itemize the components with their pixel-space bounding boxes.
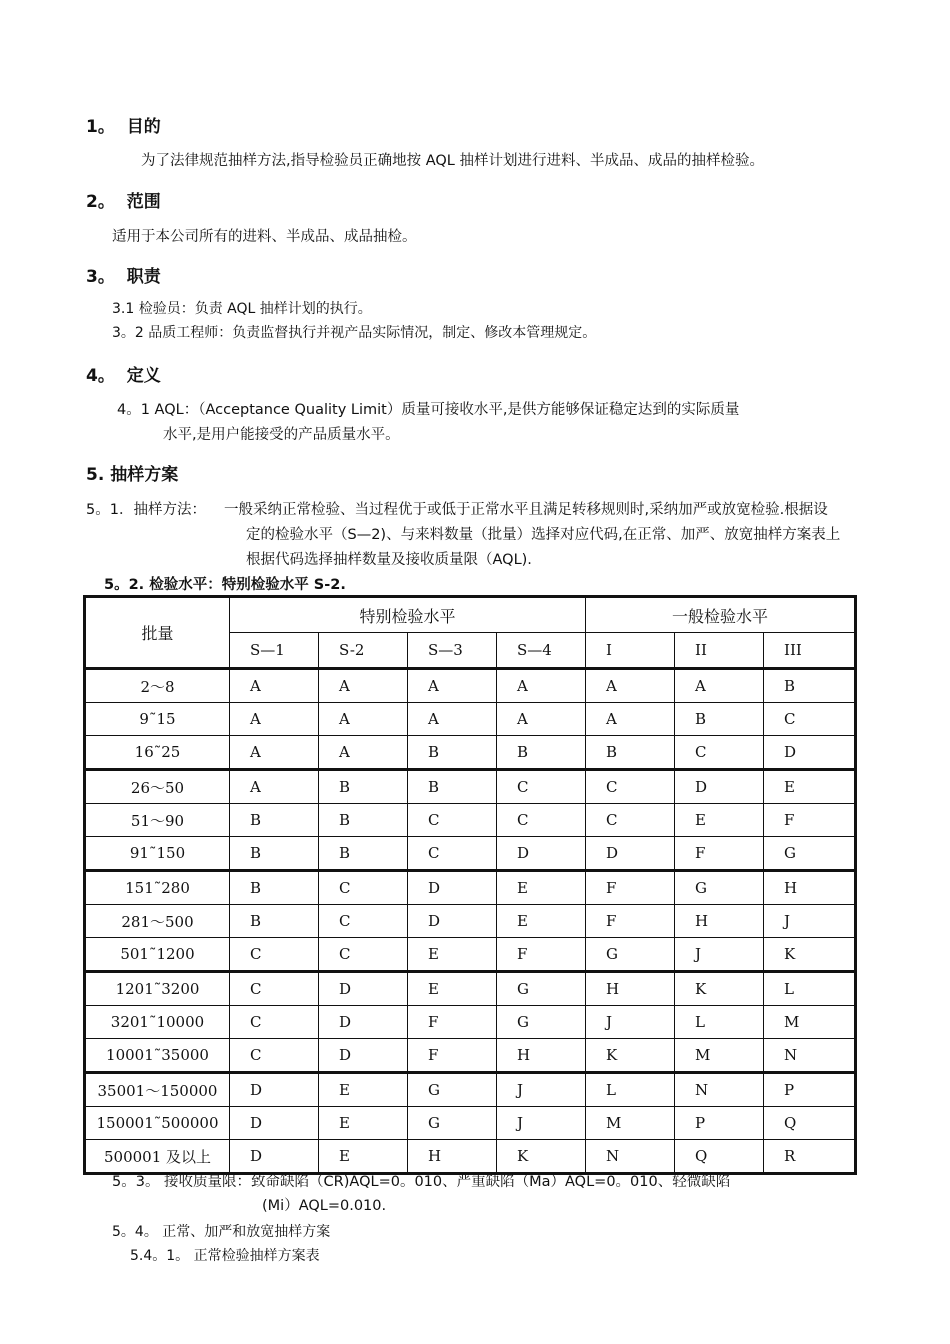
section-4-line-1: 4。1 AQL：（Acceptance Quality Limit）质量可接收水平,是供方能够保证稳定达到的实际质量 [117,402,740,418]
code-letter-cell: C [586,770,675,804]
table-row [85,1039,856,1073]
section-3-item-2: 3。2 品质工程师：负责监督执行并视产品实际情况，制定、修改本管理规定。 [112,325,597,341]
code-letter-cell: K [586,1039,675,1073]
code-letter-cell: M [675,1039,764,1073]
lot-size-cell: 16˜25 [85,736,230,770]
subheader-s4: S—4 [497,633,586,669]
code-letter-cell: F [408,1039,497,1073]
table-row [85,770,856,804]
code-letter-cell: A [230,770,319,804]
code-letter-cell: E [319,1107,408,1140]
code-letter-cell: B [764,669,856,703]
code-letter-cell: D [230,1140,319,1174]
code-letter-cell: L [586,1073,675,1107]
sample-size-code-table [83,595,857,1175]
lot-size-cell: 3201˜10000 [85,1006,230,1039]
code-letter-cell: N [764,1039,856,1073]
section-5-2: 5。2. 检验水平：特别检验水平 S-2. [104,577,346,593]
code-letter-cell: C [586,804,675,837]
lot-size-cell: 1201˜3200 [85,972,230,1006]
code-letter-cell: A [319,669,408,703]
section-3-item-1: 3.1 检验员：负责 AQL 抽样计划的执行。 [112,301,372,317]
code-letter-cell: B [230,871,319,905]
section-5-1-line-3: 根据代码选择抽样数量及接收质量限（AQL). [246,552,532,568]
code-letter-cell: C [675,736,764,770]
section-1-text: 为了法律规范抽样方法,指导检验员正确地按 AQL 抽样计划进行进料、半成品、成品的抽样检验。 [141,153,764,169]
subheader-s3: S—3 [408,633,497,669]
code-letter-cell: C [319,905,408,938]
code-letter-cell: D [230,1107,319,1140]
table-row [85,1073,856,1107]
code-letter-cell: C [230,1006,319,1039]
code-letter-cell: J [764,905,856,938]
lot-size-cell: 9˜15 [85,703,230,736]
table-row [85,1006,856,1039]
section-3-heading [86,262,161,287]
code-letter-cell: D [319,1039,408,1073]
code-letter-cell: D [319,1006,408,1039]
section-5-3-line-2: (Mi）AQL=0.010. [262,1198,387,1214]
special-level-header: 特别检验水平 [230,597,586,633]
table-row [85,1107,856,1140]
section-5-heading: 5. 抽样方案 [86,465,179,485]
code-letter-cell: A [497,703,586,736]
code-letter-cell: N [586,1140,675,1174]
code-letter-cell: C [230,938,319,972]
code-letter-cell: J [497,1107,586,1140]
table-header-row [85,597,856,633]
code-letter-cell: A [586,703,675,736]
lot-size-cell: 150001˜500000 [85,1107,230,1140]
lot-size-cell: 26～50 [85,770,230,804]
table-row [85,938,856,972]
code-letter-cell: A [230,669,319,703]
code-letter-cell: G [497,972,586,1006]
code-letter-cell: M [764,1006,856,1039]
code-letter-cell: N [675,1073,764,1107]
code-letter-cell: Q [675,1140,764,1174]
code-letter-cell: C [319,938,408,972]
code-letter-cell: H [408,1140,497,1174]
section-1-title: 目的 [126,117,161,137]
section-4-heading [86,361,161,386]
code-letter-cell: F [408,1006,497,1039]
section-1-number: 1。 [86,117,115,137]
code-letter-cell: A [319,703,408,736]
code-letter-cell: C [764,703,856,736]
section-2-heading [86,187,161,212]
code-letter-cell: G [675,871,764,905]
lot-size-cell: 2～8 [85,669,230,703]
subheader-s1: S—1 [230,633,319,669]
code-letter-cell: C [408,837,497,871]
code-letter-cell: B [230,804,319,837]
table-row [85,669,856,703]
code-letter-cell: C [497,770,586,804]
code-letter-cell: B [230,837,319,871]
general-level-header: 一般检验水平 [586,597,856,633]
section-1-heading [86,112,161,137]
code-letter-cell: M [586,1107,675,1140]
code-letter-cell: G [497,1006,586,1039]
subheader-s2: S-2 [319,633,408,669]
code-letter-cell: L [675,1006,764,1039]
code-letter-cell: A [586,669,675,703]
code-letter-cell: A [408,703,497,736]
section-5-1-line-1: 一般采纳正常检验、当过程优于或低于正常水平且满足转移规则时,采纳加严或放宽检验.根据设 [224,502,828,518]
code-letter-cell: D [497,837,586,871]
lot-size-header: 批量 [85,597,230,669]
section-4-title: 定义 [126,366,161,386]
code-letter-cell: B [497,736,586,770]
code-letter-cell: P [675,1107,764,1140]
code-letter-cell: J [675,938,764,972]
code-letter-cell: C [408,804,497,837]
code-letter-cell: P [764,1073,856,1107]
table-row [85,837,856,871]
lot-size-cell: 91˜150 [85,837,230,871]
table-row [85,736,856,770]
lot-size-cell: 10001˜35000 [85,1039,230,1073]
code-letter-cell: B [319,837,408,871]
code-letter-cell: C [230,1039,319,1073]
code-letter-cell: D [319,972,408,1006]
code-letter-cell: D [764,736,856,770]
subheader-ii: II [675,633,764,669]
section-4-line-2: 水平,是用户能接受的产品质量水平。 [163,427,400,443]
table-row [85,804,856,837]
table-row [85,703,856,736]
code-letter-cell: Q [764,1107,856,1140]
code-letter-cell: L [764,972,856,1006]
section-5-1-label: 5。1．抽样方法： [86,502,206,518]
code-letter-cell: B [675,703,764,736]
code-letter-cell: G [408,1073,497,1107]
section-2-number: 2。 [86,192,115,212]
code-letter-cell: A [497,669,586,703]
code-letter-cell: F [675,837,764,871]
section-3-title: 职责 [126,267,161,287]
code-letter-cell: G [764,837,856,871]
section-5-3-line-1: 5。3。 接收质量限：致命缺陷（CR)AQL=0。010、严重缺陷（Ma）AQL=0。010、轻微缺陷 [112,1174,731,1190]
code-letter-cell: H [497,1039,586,1073]
code-letter-cell: K [675,972,764,1006]
lot-size-cell: 51～90 [85,804,230,837]
code-letter-cell: A [230,736,319,770]
code-letter-cell: F [586,905,675,938]
code-letter-cell: C [230,972,319,1006]
code-letter-cell: G [586,938,675,972]
code-letter-cell: D [408,871,497,905]
table-row [85,1140,856,1174]
code-letter-cell: R [764,1140,856,1174]
lot-size-cell: 501˜1200 [85,938,230,972]
code-letter-cell: F [497,938,586,972]
code-letter-cell: E [497,905,586,938]
code-letter-cell: B [230,905,319,938]
code-letter-cell: H [586,972,675,1006]
subheader-iii: III [764,633,856,669]
code-letter-cell: A [675,669,764,703]
table-row [85,905,856,938]
lot-size-cell: 151˜280 [85,871,230,905]
code-letter-cell: C [319,871,408,905]
section-5-4-1: 5.4。1。 正常检验抽样方案表 [130,1248,320,1264]
code-letter-cell: A [319,736,408,770]
code-letter-cell: B [319,804,408,837]
code-letter-cell: E [319,1140,408,1174]
code-letter-cell: D [586,837,675,871]
subheader-i: I [586,633,675,669]
lot-size-cell: 281～500 [85,905,230,938]
code-letter-cell: B [408,736,497,770]
code-letter-cell: B [319,770,408,804]
code-letter-cell: J [497,1073,586,1107]
section-3-number: 3。 [86,267,115,287]
table-row [85,871,856,905]
section-2-title: 范围 [126,192,161,212]
code-letter-cell: E [675,804,764,837]
code-letter-cell: E [497,871,586,905]
code-letter-cell: B [408,770,497,804]
code-letter-cell: D [408,905,497,938]
code-letter-cell: C [497,804,586,837]
section-5-1-line-2: 定的检验水平（S—2)、与来料数量（批量）选择对应代码,在正常、加严、放宽抽样方案表上 [246,527,841,543]
code-letter-cell: E [764,770,856,804]
code-letter-cell: K [497,1140,586,1174]
code-letter-cell: E [408,938,497,972]
code-letter-cell: H [764,871,856,905]
section-2-text: 适用于本公司所有的进料、半成品、成品抽检。 [112,229,417,245]
code-letter-cell: E [408,972,497,1006]
code-letter-cell: D [230,1073,319,1107]
section-4-number: 4。 [86,366,115,386]
table-row [85,972,856,1006]
code-letter-cell: G [408,1107,497,1140]
code-letter-cell: J [586,1006,675,1039]
code-letter-cell: B [586,736,675,770]
code-letter-cell: E [319,1073,408,1107]
code-letter-cell: F [586,871,675,905]
code-letter-cell: F [764,804,856,837]
code-letter-cell: H [675,905,764,938]
code-letter-cell: A [230,703,319,736]
code-letter-cell: A [408,669,497,703]
code-letter-cell: K [764,938,856,972]
code-letter-cell: D [675,770,764,804]
lot-size-cell: 500001 及以上 [85,1140,230,1174]
lot-size-cell: 35001～150000 [85,1073,230,1107]
section-5-4: 5。4。 正常、加严和放宽抽样方案 [112,1224,331,1240]
